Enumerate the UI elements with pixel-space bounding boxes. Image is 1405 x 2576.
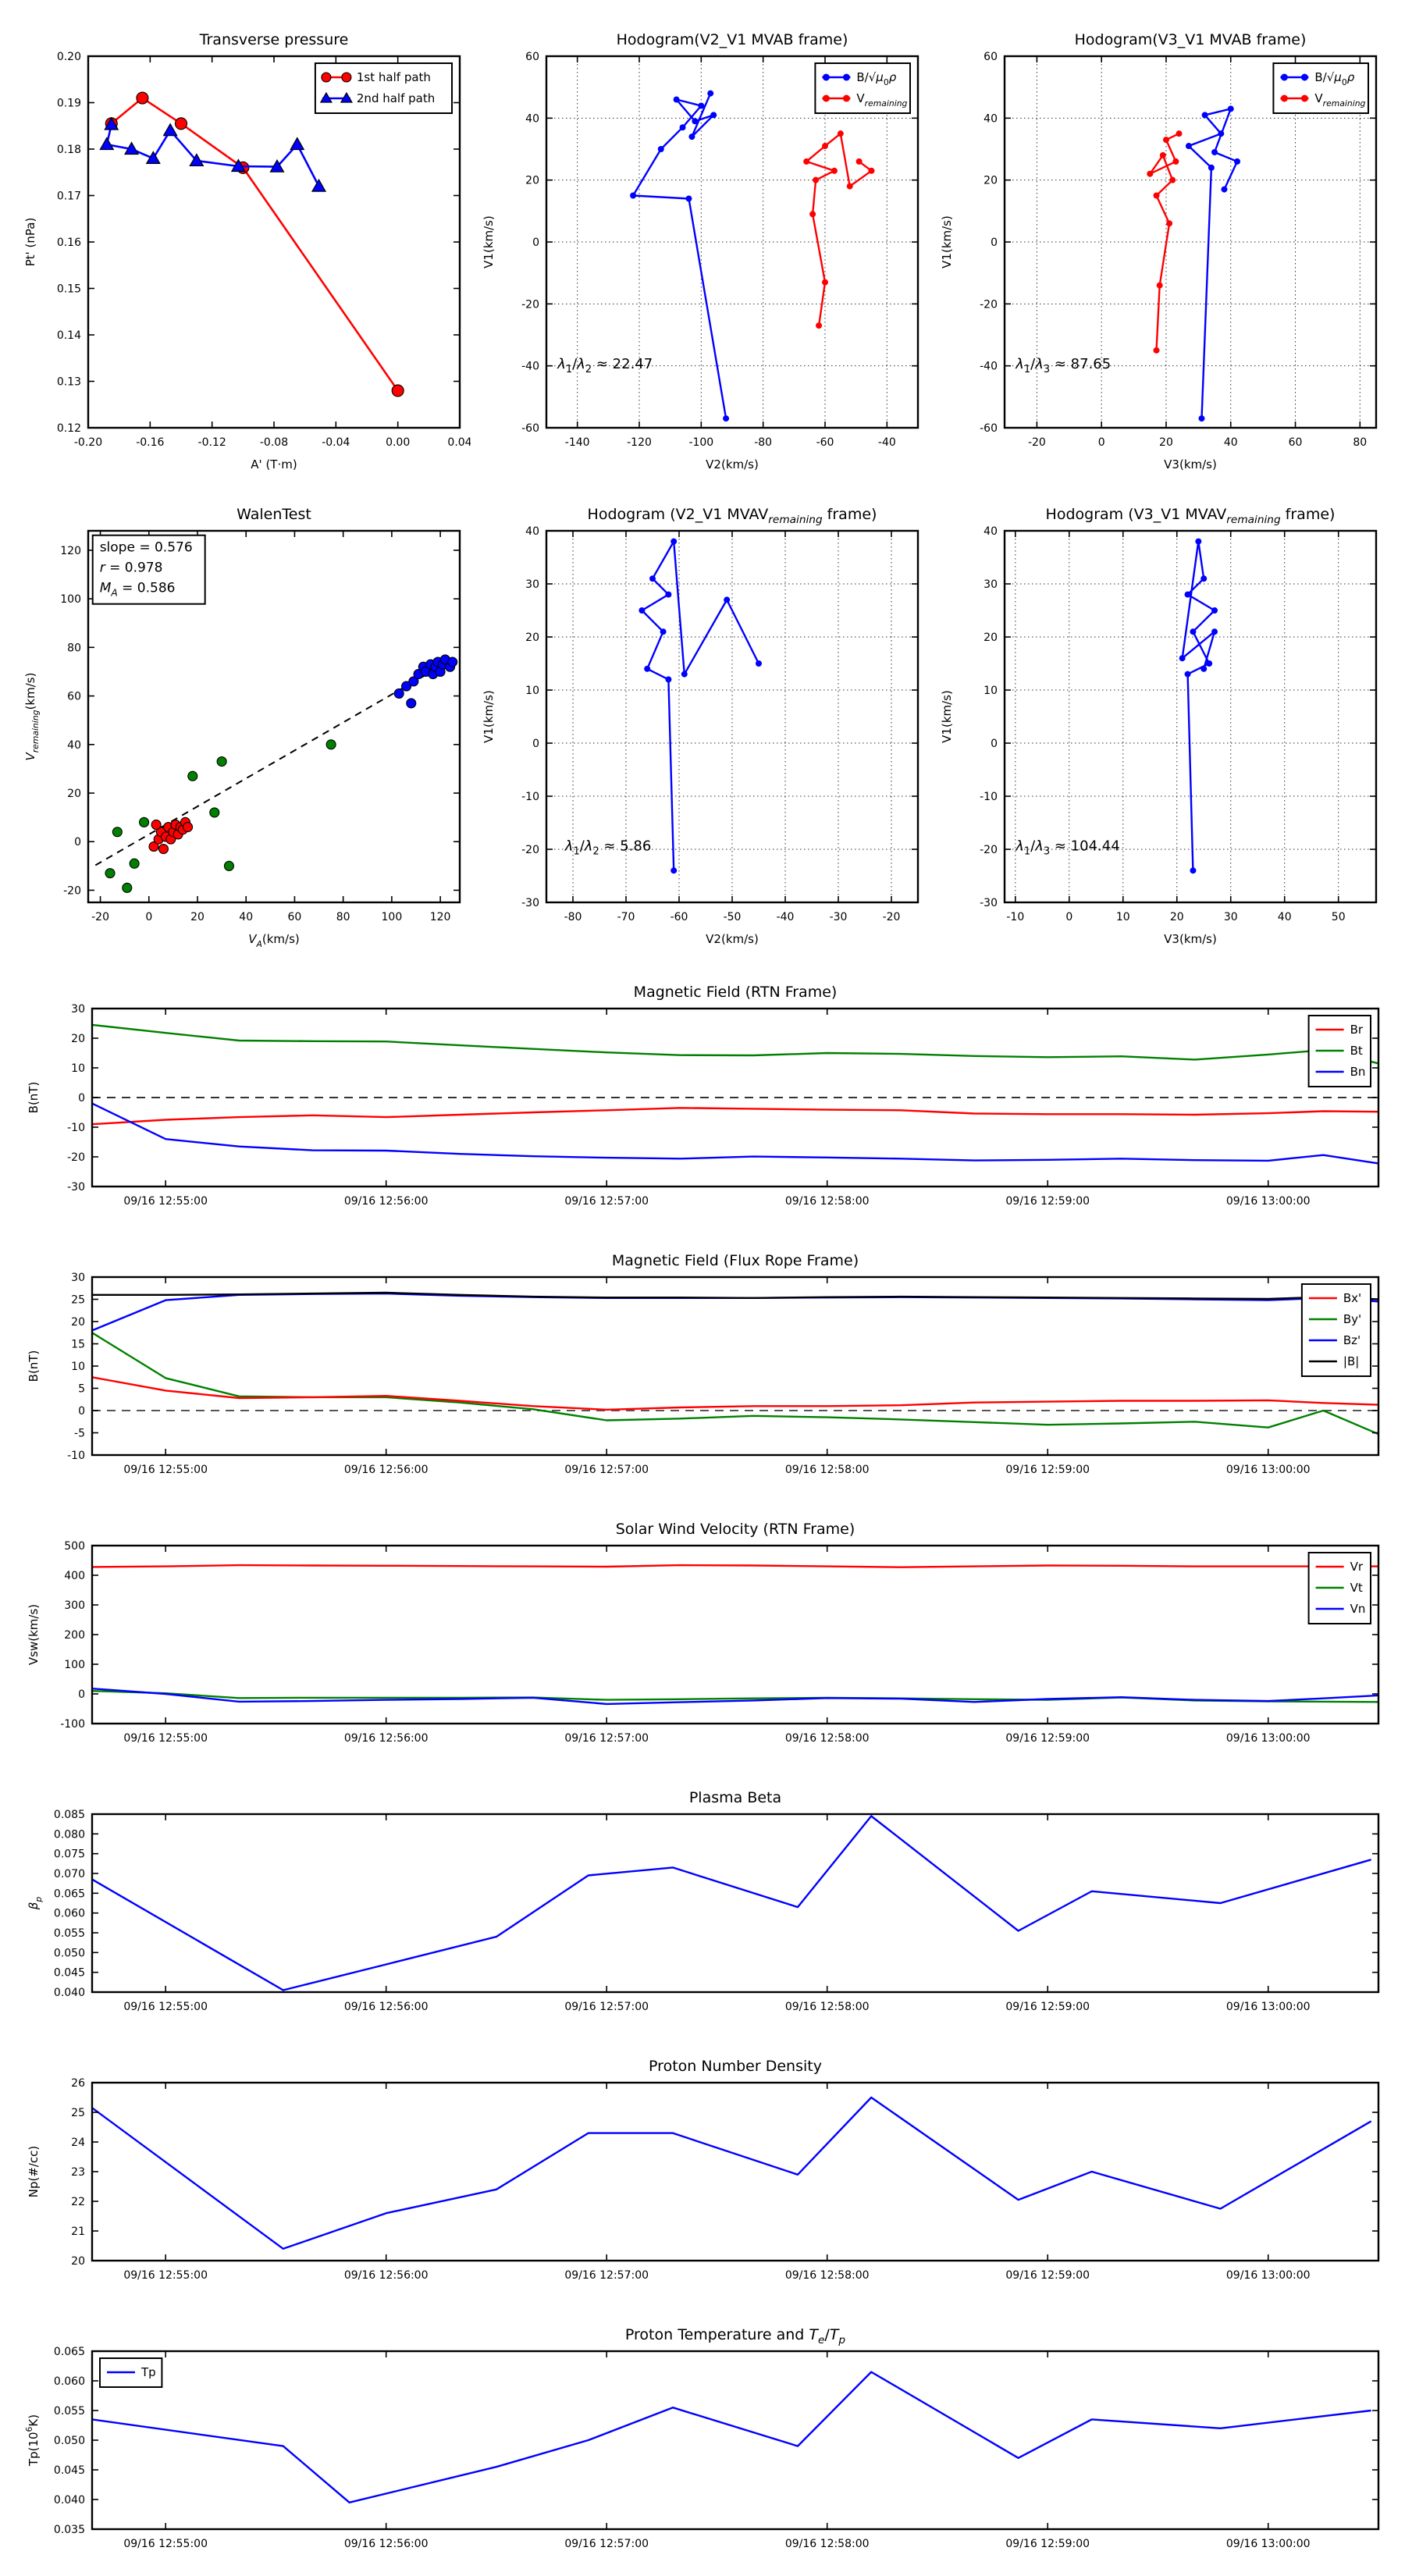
- chart-svg-walen-test: [14, 495, 471, 954]
- x-tick-label: 09/16 13:00:00: [1225, 2269, 1311, 2282]
- chart-hodogram-v3v1-mvav: [930, 495, 1387, 954]
- chart-svg-hodogram-v2v1-mvav: [472, 495, 929, 954]
- chart-hodogram-v3v1-mvab: [930, 20, 1387, 479]
- x-tick-label: 09/16 13:00:00: [1225, 1464, 1311, 1476]
- series-vr: [92, 1565, 1378, 1567]
- y-tick-label: 0.085: [53, 1809, 85, 1821]
- y-tick-label: 21: [71, 2226, 85, 2238]
- chart-plasma-beta: [14, 1780, 1391, 2037]
- y-tick-label: 10: [525, 685, 539, 697]
- x-tick-label: 20: [1159, 436, 1173, 449]
- chart-svg-plasma-beta: [14, 1780, 1391, 2037]
- y-tick-label: 0: [532, 738, 539, 750]
- x-tick-label: 0: [1065, 911, 1073, 923]
- x-tick-label: 0.04: [447, 436, 471, 449]
- y-tick-label: 400: [64, 1570, 85, 1582]
- y-tick-label: 0.070: [53, 1868, 85, 1880]
- legend-label: Bn: [1350, 1065, 1366, 1079]
- y-tick-label: 0.060: [53, 2375, 85, 2388]
- chart-svg-mag-fluxrope: [14, 1243, 1391, 1500]
- x-tick-label: 09/16 12:57:00: [564, 2001, 649, 2013]
- y-tick-label: 40: [984, 112, 998, 126]
- chart-title: WalenTest: [237, 506, 311, 523]
- y-tick-label: -30: [521, 897, 539, 909]
- chart-svg-hodogram-v2v1-mvab: [472, 20, 929, 479]
- x-tick-label: 09/16 12:58:00: [784, 2538, 870, 2550]
- x-tick-label: 09/16 12:56:00: [343, 2269, 429, 2282]
- y-axis-label: $V_{remaining}(km/s)$: [23, 672, 41, 761]
- y-tick-label: 100: [64, 1659, 85, 1671]
- y-tick-label: 0: [78, 1688, 85, 1701]
- x-tick-label: 20: [190, 911, 205, 923]
- legend-label: $V_{remaining}$: [1314, 91, 1366, 109]
- chart-title: Magnetic Field (Flux Rope Frame): [611, 1252, 859, 1269]
- y-tick-label: 0.065: [53, 1888, 85, 1901]
- x-tick-label: 120: [429, 911, 451, 923]
- y-tick-label: -40: [521, 360, 539, 373]
- y-tick-label: 20: [984, 174, 998, 187]
- chart-solar-wind-velocity: [14, 1511, 1391, 1769]
- x-tick-label: 40: [1277, 911, 1292, 923]
- y-tick-label: 100: [60, 593, 81, 607]
- y-axis-label: V1(km/s): [482, 215, 496, 269]
- x-tick-label: 50: [1331, 911, 1346, 923]
- chart-svg-mag-rtn: [14, 974, 1391, 1232]
- x-tick-label: 09/16 12:55:00: [123, 2269, 208, 2282]
- y-tick-label: -20: [67, 1151, 85, 1164]
- chart-svg-proton-density: [14, 2048, 1391, 2306]
- chart-svg-hodogram-v3v1-mvav: [930, 495, 1387, 954]
- x-tick-label: -80: [564, 911, 582, 923]
- x-tick-label: -60: [816, 436, 834, 449]
- x-tick-label: -60: [670, 911, 688, 923]
- x-tick-label: 09/16 13:00:00: [1225, 2538, 1311, 2550]
- chart-proton-temperature: [14, 2317, 1391, 2574]
- y-tick-label: 0.055: [53, 1927, 85, 1940]
- x-tick-label: -10: [1006, 911, 1025, 923]
- y-tick-label: 10: [71, 1361, 85, 1373]
- series-beta-p: [92, 1816, 1371, 1991]
- y-tick-label: 10: [71, 1062, 85, 1075]
- chart-hodogram-v2v1-mvav: [472, 495, 929, 954]
- y-tick-label: 0.040: [53, 1987, 85, 1999]
- y-tick-label: 0.075: [53, 1848, 85, 1861]
- y-axis-label: B(nT): [27, 1081, 41, 1114]
- x-tick-label: 0.00: [386, 436, 411, 449]
- y-tick-label: 26: [71, 2077, 85, 2090]
- y-tick-label: 20: [525, 632, 539, 644]
- chart-title: Solar Wind Velocity (RTN Frame): [615, 1521, 855, 1538]
- y-tick-label: 0: [991, 237, 998, 249]
- series-first-half-path: [112, 98, 398, 391]
- series-np: [92, 2097, 1371, 2249]
- y-tick-label: 30: [71, 1003, 85, 1016]
- y-axis-label: $Tp(10^6K)$: [24, 2414, 41, 2467]
- y-tick-label: 20: [525, 174, 539, 187]
- series-vremaining-hodogram: [1150, 133, 1179, 350]
- chart-title: Proton Temperature and $T_e/T_p$: [624, 2326, 846, 2347]
- x-tick-label: 09/16 12:59:00: [1005, 1732, 1090, 1745]
- y-tick-label: 0.18: [56, 144, 81, 156]
- legend-label: $V_{remaining}$: [856, 91, 908, 109]
- y-tick-label: 25: [71, 1293, 85, 1307]
- x-tick-label: 09/16 12:55:00: [123, 1732, 208, 1745]
- y-tick-label: 80: [67, 642, 81, 655]
- legend-label: 2nd half path: [356, 91, 436, 105]
- y-tick-label: 60: [67, 690, 81, 703]
- chart-hodogram-v2v1-mvab: [472, 20, 929, 479]
- chart-title: Hodogram(V3_V1 MVAB frame): [1074, 31, 1307, 48]
- x-axis-label: V3(km/s): [1164, 457, 1217, 471]
- y-tick-label: 60: [984, 51, 998, 63]
- x-tick-label: 80: [336, 911, 350, 923]
- x-tick-label: 09/16 12:56:00: [343, 2001, 429, 2013]
- legend: [1309, 1553, 1371, 1624]
- series-bx-prime: [92, 1377, 1378, 1410]
- y-tick-label: -30: [980, 897, 998, 909]
- x-tick-label: 09/16 13:00:00: [1225, 1195, 1311, 1208]
- x-tick-label: 09/16 12:59:00: [1005, 2001, 1090, 2013]
- x-axis-label: A' (T·m): [251, 457, 297, 471]
- x-tick-label: 09/16 12:56:00: [343, 1732, 429, 1745]
- x-tick-label: 20: [1169, 911, 1184, 923]
- x-tick-label: 09/16 12:56:00: [343, 1464, 429, 1476]
- y-tick-label: 120: [60, 544, 81, 557]
- series-bt: [92, 1025, 1378, 1063]
- x-tick-label: -30: [829, 911, 848, 923]
- x-tick-label: 100: [381, 911, 403, 923]
- y-tick-label: 0.050: [53, 2435, 85, 2447]
- x-tick-label: -0.20: [73, 436, 103, 449]
- legend: [1309, 1016, 1371, 1087]
- y-tick-label: 40: [67, 738, 81, 752]
- chart-magnetic-field-fluxrope: [14, 1243, 1391, 1500]
- series-second-half-path: [107, 125, 319, 187]
- y-axis-label: B(nT): [27, 1350, 41, 1382]
- y-tick-label: 0.12: [56, 422, 81, 435]
- y-tick-label: 24: [71, 2137, 85, 2149]
- y-axis-label: V1(km/s): [940, 215, 954, 269]
- x-tick-label: -0.08: [259, 436, 289, 449]
- y-tick-label: 0.20: [56, 51, 81, 63]
- x-tick-label: 09/16 12:59:00: [1005, 2538, 1090, 2550]
- y-tick-label: -60: [521, 422, 539, 435]
- x-tick-label: 09/16 13:00:00: [1225, 1732, 1311, 1745]
- y-tick-label: 0.13: [56, 375, 81, 389]
- x-tick-label: 60: [287, 911, 302, 923]
- y-axis-label: $\beta_p$: [27, 1896, 44, 1910]
- y-tick-label: -60: [980, 422, 998, 435]
- y-axis-label: Pt' (nPa): [23, 217, 37, 267]
- x-tick-label: 09/16 12:58:00: [784, 1464, 870, 1476]
- legend-label: Vn: [1350, 1602, 1366, 1616]
- y-tick-label: 0.17: [56, 190, 81, 203]
- x-tick-label: 09/16 12:57:00: [564, 1464, 649, 1476]
- y-tick-label: 0.040: [53, 2494, 85, 2507]
- x-tick-label: 09/16 12:59:00: [1005, 1464, 1090, 1476]
- legend-label: $B/√\mu_0\rho$: [856, 70, 897, 87]
- y-tick-label: 10: [984, 685, 998, 697]
- x-tick-label: -120: [627, 436, 652, 449]
- x-tick-label: 09/16 12:58:00: [784, 2269, 870, 2282]
- series-b-hodogram: [642, 542, 759, 871]
- chart-svg-proton-temp: [14, 2317, 1391, 2574]
- x-tick-label: -140: [564, 436, 590, 449]
- y-axis-label: Np(#/cc): [27, 2145, 41, 2198]
- y-tick-label: 0: [78, 1092, 85, 1105]
- y-tick-label: -10: [67, 1450, 85, 1462]
- x-tick-label: -0.12: [197, 436, 226, 449]
- chart-title: Proton Number Density: [649, 2058, 822, 2075]
- y-tick-label: 0.045: [53, 1966, 85, 1980]
- series-vn: [92, 1688, 1378, 1704]
- y-tick-label: 0.14: [56, 329, 81, 342]
- chart-title: Plasma Beta: [688, 1789, 782, 1806]
- y-tick-label: 60: [525, 51, 539, 63]
- y-tick-label: 20: [67, 788, 81, 800]
- chart-title: Hodogram(V2_V1 MVAB frame): [616, 31, 848, 48]
- x-tick-label: 0: [1097, 436, 1105, 449]
- y-tick-label: -10: [980, 791, 998, 803]
- y-tick-label: 0.19: [56, 97, 81, 110]
- y-tick-label: 20: [71, 1316, 85, 1329]
- annotation: $\lambda_1/\lambda_3 \approx 104.44$: [1016, 838, 1120, 858]
- x-tick-label: -20: [882, 911, 901, 923]
- legend: [315, 63, 452, 113]
- x-tick-label: 09/16 12:57:00: [564, 1732, 649, 1745]
- chart-transverse-pressure: [14, 20, 471, 479]
- y-tick-label: 30: [71, 1272, 85, 1284]
- x-tick-label: 40: [239, 911, 254, 923]
- y-tick-label: 23: [71, 2166, 85, 2179]
- y-tick-label: 200: [64, 1629, 85, 1642]
- x-tick-label: 09/16 12:55:00: [123, 2538, 208, 2550]
- chart-magnetic-field-rtn: [14, 974, 1391, 1232]
- x-axis-label: $V_A(km/s)$: [248, 932, 300, 949]
- legend-label: Tp: [141, 2365, 156, 2379]
- y-tick-label: 0: [991, 738, 998, 750]
- annotation: $M_A = 0.586$: [99, 580, 176, 599]
- series-b-magnitude: [92, 1293, 1378, 1300]
- series-tp: [92, 2372, 1371, 2503]
- legend-label: |B|: [1343, 1354, 1360, 1368]
- x-tick-label: -80: [754, 436, 773, 449]
- y-axis-label: Vsw(km/s): [27, 1603, 41, 1666]
- y-tick-label: 0.035: [53, 2524, 85, 2536]
- y-tick-label: 0.055: [53, 2405, 85, 2418]
- y-tick-label: 30: [984, 578, 998, 591]
- y-tick-label: 300: [64, 1599, 85, 1612]
- y-tick-label: 0: [78, 1405, 85, 1418]
- y-tick-label: -20: [63, 884, 81, 898]
- x-tick-label: 30: [1223, 911, 1238, 923]
- y-tick-label: -30: [67, 1181, 85, 1194]
- x-tick-label: 09/16 12:57:00: [564, 1195, 649, 1208]
- x-tick-label: 80: [1353, 436, 1368, 449]
- x-axis-label: V2(km/s): [706, 457, 759, 471]
- chart-title: Magnetic Field (RTN Frame): [633, 984, 838, 1001]
- x-tick-label: 09/16 12:55:00: [123, 1464, 208, 1476]
- y-tick-label: -5: [74, 1427, 85, 1440]
- y-tick-label: 500: [64, 1540, 85, 1553]
- legend-label: Vr: [1350, 1560, 1364, 1574]
- x-tick-label: -20: [1027, 436, 1046, 449]
- y-tick-label: 0: [74, 836, 81, 849]
- x-axis-label: V2(km/s): [706, 932, 759, 946]
- y-tick-label: 20: [71, 1033, 85, 1045]
- y-tick-label: -20: [980, 844, 998, 856]
- y-tick-label: -20: [521, 844, 539, 856]
- x-tick-label: -20: [91, 911, 109, 923]
- legend-label: Bx': [1343, 1291, 1362, 1305]
- x-tick-label: 09/16 12:57:00: [564, 2269, 649, 2282]
- x-tick-label: 09/16 12:55:00: [123, 2001, 208, 2013]
- y-tick-label: 0.080: [53, 1828, 85, 1841]
- series-b-hodogram: [1183, 542, 1215, 871]
- legend-label: Br: [1350, 1023, 1364, 1037]
- y-tick-label: -10: [521, 791, 539, 803]
- x-tick-label: 09/16 12:59:00: [1005, 2269, 1090, 2282]
- series-bn: [92, 1104, 1378, 1164]
- x-tick-label: -0.04: [322, 436, 350, 449]
- x-tick-label: 09/16 12:58:00: [784, 2001, 870, 2013]
- x-tick-label: -40: [776, 911, 795, 923]
- series-br: [92, 1108, 1378, 1124]
- annotation: slope = 0.576: [99, 539, 193, 556]
- x-tick-label: -0.16: [136, 436, 165, 449]
- y-tick-label: 15: [71, 1338, 85, 1351]
- y-tick-label: 0.065: [53, 2346, 85, 2358]
- legend-label: By': [1343, 1312, 1362, 1326]
- legend-label: Bz': [1343, 1333, 1361, 1347]
- chart-proton-density: [14, 2048, 1391, 2306]
- y-tick-label: -40: [980, 360, 998, 373]
- chart-walen-test: [14, 495, 471, 954]
- y-tick-label: -20: [521, 298, 539, 311]
- chart-title: Hodogram (V3_V1 $MVAV_{remaining}$ frame): [1045, 506, 1336, 526]
- x-tick-label: 0: [145, 911, 153, 923]
- chart-svg-transverse-pressure: [14, 20, 471, 479]
- y-tick-label: 0.060: [53, 1907, 85, 1920]
- y-tick-label: 0.15: [56, 283, 81, 296]
- chart-svg-hodogram-v3v1-mvab: [930, 20, 1387, 479]
- series-alfven-hodogram: [1189, 109, 1237, 418]
- legend: [1273, 63, 1368, 113]
- x-tick-label: 09/16 12:59:00: [1005, 1195, 1090, 1208]
- chart-title: Transverse pressure: [199, 31, 349, 48]
- y-tick-label: 5: [78, 1382, 85, 1396]
- legend-label: $B/√\mu_0\rho$: [1314, 70, 1355, 87]
- x-tick-label: -100: [688, 436, 714, 449]
- legend-label: 1st half path: [356, 70, 431, 84]
- annotation: $\lambda_1/\lambda_2 \approx 5.86$: [564, 838, 652, 858]
- x-tick-label: -40: [877, 436, 896, 449]
- x-axis-label: V3(km/s): [1164, 932, 1217, 946]
- y-tick-label: -20: [980, 298, 998, 311]
- x-tick-label: 09/16 12:56:00: [343, 2538, 429, 2550]
- y-tick-label: 22: [71, 2196, 85, 2208]
- chart-svg-vsw-rtn: [14, 1511, 1391, 1769]
- x-tick-label: 09/16 12:58:00: [784, 1195, 870, 1208]
- legend: [1302, 1284, 1371, 1376]
- y-tick-label: 40: [984, 525, 998, 538]
- annotation: $\lambda_1/\lambda_2 \approx 22.47$: [557, 355, 653, 375]
- chart-title: Hodogram (V2_V1 $MVAV_{remaining}$ frame): [587, 506, 877, 526]
- y-tick-label: 30: [525, 578, 539, 591]
- y-tick-label: -10: [67, 1122, 85, 1134]
- x-tick-label: 09/16 12:56:00: [343, 1195, 429, 1208]
- y-tick-label: 40: [525, 112, 539, 126]
- x-tick-label: 60: [1288, 436, 1303, 449]
- y-tick-label: 20: [71, 2255, 85, 2268]
- legend: [815, 63, 910, 113]
- legend: [100, 2358, 162, 2387]
- y-tick-label: 0: [532, 237, 539, 249]
- x-tick-label: 09/16 13:00:00: [1225, 2001, 1311, 2013]
- y-tick-label: 0.050: [53, 1947, 85, 1960]
- annotation: r = 0.978: [99, 560, 163, 576]
- x-tick-label: -50: [723, 911, 742, 923]
- x-tick-label: -70: [617, 911, 635, 923]
- x-tick-label: 09/16 12:57:00: [564, 2538, 649, 2550]
- x-tick-label: 09/16 12:58:00: [784, 1732, 870, 1745]
- y-tick-label: 40: [525, 525, 539, 538]
- y-tick-label: 20: [984, 632, 998, 644]
- y-tick-label: 0.045: [53, 2464, 85, 2477]
- y-axis-label: V1(km/s): [482, 690, 496, 743]
- annotation: $\lambda_1/\lambda_3 \approx 87.65$: [1016, 355, 1112, 375]
- legend-label: Bt: [1350, 1044, 1363, 1058]
- y-tick-label: 0.16: [56, 237, 81, 249]
- y-tick-label: 25: [71, 2107, 85, 2119]
- x-tick-label: 09/16 12:55:00: [123, 1195, 208, 1208]
- series-by-prime: [92, 1332, 1378, 1434]
- y-tick-label: -100: [60, 1718, 85, 1731]
- x-tick-label: 10: [1115, 911, 1130, 923]
- x-tick-label: 40: [1223, 436, 1238, 449]
- legend-label: Vt: [1350, 1581, 1363, 1595]
- y-axis-label: V1(km/s): [940, 690, 954, 743]
